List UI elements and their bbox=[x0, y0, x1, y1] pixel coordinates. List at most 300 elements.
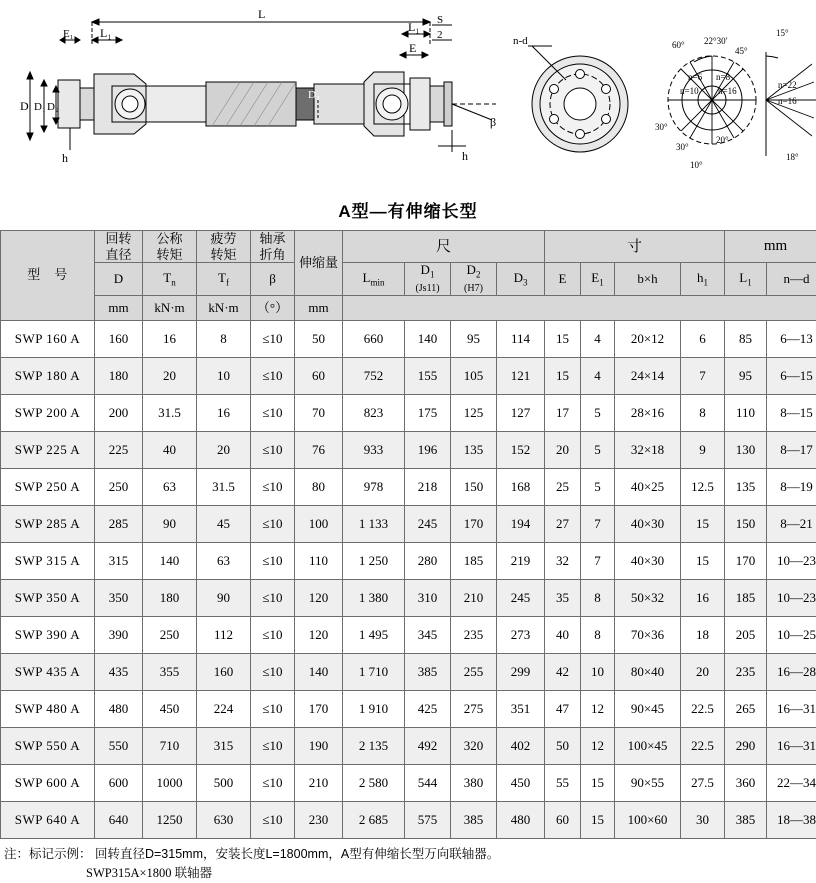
cell-D1: 140 bbox=[405, 321, 451, 358]
header-sym-D3: $D_3$ bbox=[497, 263, 545, 296]
drawing-svg bbox=[0, 0, 816, 195]
cell-D3: 351 bbox=[497, 691, 545, 728]
cell-model: SWP 480 A bbox=[1, 691, 95, 728]
cell-Lmin: 978 bbox=[343, 469, 405, 506]
header-group-cun: 寸 bbox=[545, 231, 725, 263]
cell-E: 25 bbox=[545, 469, 581, 506]
cell-E: 15 bbox=[545, 358, 581, 395]
cell-nd: 16—31 bbox=[767, 728, 816, 765]
cell-Tf: 16 bbox=[197, 395, 251, 432]
cell-model: SWP 225 A bbox=[1, 432, 95, 469]
cell-s: 110 bbox=[295, 543, 343, 580]
header-sym-E: E bbox=[545, 263, 581, 296]
header-model: 型 号 bbox=[1, 231, 95, 321]
cell-Tf: 45 bbox=[197, 506, 251, 543]
cell-L1: 130 bbox=[725, 432, 767, 469]
cell-model: SWP 250 A bbox=[1, 469, 95, 506]
cell-s: 210 bbox=[295, 765, 343, 802]
label-L: L bbox=[258, 7, 265, 21]
cell-D2: 125 bbox=[451, 395, 497, 432]
table-row bbox=[1, 617, 816, 654]
cell-Lmin: 1 250 bbox=[343, 543, 405, 580]
cell-bh: 100×60 bbox=[615, 802, 681, 839]
cell-D: 200 bbox=[95, 395, 143, 432]
label-E: E bbox=[409, 41, 416, 55]
header-sym-Tf: $T_f$ bbox=[197, 263, 251, 296]
cell-D3: 450 bbox=[497, 765, 545, 802]
cell-h1: 6 bbox=[681, 321, 725, 358]
cell-model: SWP 315 A bbox=[1, 543, 95, 580]
label-n10: n=10 bbox=[680, 86, 699, 96]
cell-L1: 265 bbox=[725, 691, 767, 728]
cell-D2: 275 bbox=[451, 691, 497, 728]
cell-bh: 80×40 bbox=[615, 654, 681, 691]
cell-E1: 5 bbox=[581, 395, 615, 432]
label-D2: D₂ bbox=[47, 101, 59, 113]
table-header bbox=[1, 231, 816, 321]
label-E1: E₁ bbox=[63, 28, 74, 40]
cell-E: 60 bbox=[545, 802, 581, 839]
cell-D1: 425 bbox=[405, 691, 451, 728]
cell-model: SWP 200 A bbox=[1, 395, 95, 432]
cell-h1: 12.5 bbox=[681, 469, 725, 506]
cell-D: 250 bbox=[95, 469, 143, 506]
cell-Lmin: 933 bbox=[343, 432, 405, 469]
cell-beta: ≤10 bbox=[251, 765, 295, 802]
cell-D: 285 bbox=[95, 506, 143, 543]
cell-D2: 210 bbox=[451, 580, 497, 617]
cell-E1: 12 bbox=[581, 691, 615, 728]
cell-Tf: 20 bbox=[197, 432, 251, 469]
cell-s: 140 bbox=[295, 654, 343, 691]
cell-E: 50 bbox=[545, 728, 581, 765]
label-n8: n=8 bbox=[716, 72, 731, 82]
cell-D1: 575 bbox=[405, 802, 451, 839]
cell-L1: 95 bbox=[725, 358, 767, 395]
cell-Tn: 40 bbox=[143, 432, 197, 469]
cell-s: 230 bbox=[295, 802, 343, 839]
cell-s: 120 bbox=[295, 617, 343, 654]
cell-E1: 5 bbox=[581, 432, 615, 469]
header-sym-D2: $D_2$ (H7) bbox=[451, 263, 497, 296]
cell-E1: 10 bbox=[581, 654, 615, 691]
cell-nd: 18—38 bbox=[767, 802, 816, 839]
cell-L1: 85 bbox=[725, 321, 767, 358]
cell-beta: ≤10 bbox=[251, 617, 295, 654]
cell-s: 50 bbox=[295, 321, 343, 358]
cell-D3: 114 bbox=[497, 321, 545, 358]
cell-D1: 245 bbox=[405, 506, 451, 543]
label-n16b: n=16 bbox=[778, 96, 797, 106]
cell-D1: 492 bbox=[405, 728, 451, 765]
header-sym-Lmin: $L_{min}$ bbox=[343, 263, 405, 296]
cell-D2: 385 bbox=[451, 802, 497, 839]
cell-Tn: 140 bbox=[143, 543, 197, 580]
cell-Tn: 31.5 bbox=[143, 395, 197, 432]
cell-beta: ≤10 bbox=[251, 506, 295, 543]
cell-Lmin: 1 710 bbox=[343, 654, 405, 691]
cell-D3: 127 bbox=[497, 395, 545, 432]
cell-D1: 385 bbox=[405, 654, 451, 691]
cell-D3: 402 bbox=[497, 728, 545, 765]
table-body bbox=[1, 321, 816, 839]
header-nominal-torque: 公称 转矩 bbox=[143, 231, 197, 263]
cell-beta: ≤10 bbox=[251, 691, 295, 728]
cell-Tn: 20 bbox=[143, 358, 197, 395]
header-unit-beta: （°） bbox=[251, 296, 295, 321]
cell-D3: 299 bbox=[497, 654, 545, 691]
cell-D: 640 bbox=[95, 802, 143, 839]
cell-D2: 320 bbox=[451, 728, 497, 765]
cell-D1: 544 bbox=[405, 765, 451, 802]
cell-E: 42 bbox=[545, 654, 581, 691]
cell-E: 40 bbox=[545, 617, 581, 654]
cell-L1: 150 bbox=[725, 506, 767, 543]
cell-s: 70 bbox=[295, 395, 343, 432]
cell-E1: 7 bbox=[581, 543, 615, 580]
label-D: D bbox=[20, 99, 29, 113]
cell-D3: 219 bbox=[497, 543, 545, 580]
cell-L1: 235 bbox=[725, 654, 767, 691]
cell-h1: 15 bbox=[681, 543, 725, 580]
cell-Tf: 630 bbox=[197, 802, 251, 839]
cell-L1: 170 bbox=[725, 543, 767, 580]
header-telescoping: 伸缩量 bbox=[295, 231, 343, 296]
cell-h1: 30 bbox=[681, 802, 725, 839]
cell-beta: ≤10 bbox=[251, 580, 295, 617]
label-a18: 18° bbox=[786, 152, 799, 162]
cell-beta: ≤10 bbox=[251, 469, 295, 506]
cell-D1: 155 bbox=[405, 358, 451, 395]
label-h-right: h bbox=[462, 149, 468, 163]
cell-Lmin: 1 380 bbox=[343, 580, 405, 617]
cell-E1: 5 bbox=[581, 469, 615, 506]
cell-Tn: 710 bbox=[143, 728, 197, 765]
label-n-d: n-d bbox=[513, 35, 528, 47]
header-sym-E1: $E_1$ bbox=[581, 263, 615, 296]
cell-Lmin: 1 910 bbox=[343, 691, 405, 728]
cell-D2: 170 bbox=[451, 506, 497, 543]
cell-Tn: 63 bbox=[143, 469, 197, 506]
label-L1-right: L₁ bbox=[408, 20, 420, 34]
label-S: S bbox=[437, 14, 443, 26]
table-row bbox=[1, 691, 816, 728]
cell-E1: 4 bbox=[581, 358, 615, 395]
cell-Tf: 224 bbox=[197, 691, 251, 728]
table-row bbox=[1, 321, 816, 358]
label-h-left: h bbox=[62, 151, 68, 165]
cell-nd: 16—31 bbox=[767, 691, 816, 728]
header-rotary-diameter: 回转 直径 bbox=[95, 231, 143, 263]
cell-model: SWP 640 A bbox=[1, 802, 95, 839]
header-group-mm: mm bbox=[725, 231, 816, 263]
cell-Tf: 8 bbox=[197, 321, 251, 358]
cell-Lmin: 2 685 bbox=[343, 802, 405, 839]
cell-model: SWP 350 A bbox=[1, 580, 95, 617]
cell-E: 32 bbox=[545, 543, 581, 580]
cell-h1: 16 bbox=[681, 580, 725, 617]
cell-bh: 50×32 bbox=[615, 580, 681, 617]
cell-model: SWP 435 A bbox=[1, 654, 95, 691]
header-unit-Tf: kN·m bbox=[197, 296, 251, 321]
cell-Lmin: 823 bbox=[343, 395, 405, 432]
cell-D: 225 bbox=[95, 432, 143, 469]
cell-nd: 8—21 bbox=[767, 506, 816, 543]
cell-model: SWP 390 A bbox=[1, 617, 95, 654]
label-a15: 15° bbox=[776, 28, 789, 38]
table-row bbox=[1, 543, 816, 580]
cell-beta: ≤10 bbox=[251, 654, 295, 691]
cell-bh: 40×25 bbox=[615, 469, 681, 506]
header-unit-s: mm bbox=[295, 296, 343, 321]
label-n6: n=6 bbox=[688, 72, 703, 82]
cell-Tf: 315 bbox=[197, 728, 251, 765]
cell-Tn: 90 bbox=[143, 506, 197, 543]
cell-D3: 480 bbox=[497, 802, 545, 839]
label-D3: D₃ bbox=[308, 89, 320, 101]
table-row bbox=[1, 654, 816, 691]
cell-bh: 100×45 bbox=[615, 728, 681, 765]
label-a22-30: 22°30′ bbox=[704, 36, 728, 46]
table-row bbox=[1, 802, 816, 839]
cell-Lmin: 1 495 bbox=[343, 617, 405, 654]
label-a20: 20° bbox=[716, 135, 729, 145]
cell-D: 480 bbox=[95, 691, 143, 728]
cell-bh: 20×12 bbox=[615, 321, 681, 358]
cell-nd: 10—23 bbox=[767, 543, 816, 580]
cell-E: 27 bbox=[545, 506, 581, 543]
cell-D2: 95 bbox=[451, 321, 497, 358]
header-sym-beta: β bbox=[251, 263, 295, 296]
cell-L1: 135 bbox=[725, 469, 767, 506]
cell-D1: 196 bbox=[405, 432, 451, 469]
cell-beta: ≤10 bbox=[251, 395, 295, 432]
cell-h1: 22.5 bbox=[681, 728, 725, 765]
header-sym-nd: n—d bbox=[767, 263, 816, 296]
cell-model: SWP 180 A bbox=[1, 358, 95, 395]
table-row bbox=[1, 506, 816, 543]
label-n22: n=22 bbox=[778, 80, 797, 90]
header-sym-bh: b×h bbox=[615, 263, 681, 296]
cell-L1: 185 bbox=[725, 580, 767, 617]
cell-bh: 40×30 bbox=[615, 506, 681, 543]
cell-D3: 152 bbox=[497, 432, 545, 469]
cell-Lmin: 752 bbox=[343, 358, 405, 395]
cell-nd: 6—15 bbox=[767, 358, 816, 395]
cell-Tf: 160 bbox=[197, 654, 251, 691]
cell-h1: 7 bbox=[681, 358, 725, 395]
cell-beta: ≤10 bbox=[251, 358, 295, 395]
cell-E: 47 bbox=[545, 691, 581, 728]
cell-D3: 245 bbox=[497, 580, 545, 617]
cell-L1: 110 bbox=[725, 395, 767, 432]
cell-E: 35 bbox=[545, 580, 581, 617]
cell-E1: 15 bbox=[581, 802, 615, 839]
label-n16: n=16 bbox=[718, 86, 737, 96]
cell-s: 120 bbox=[295, 580, 343, 617]
cell-h1: 18 bbox=[681, 617, 725, 654]
cell-D2: 235 bbox=[451, 617, 497, 654]
cell-E1: 12 bbox=[581, 728, 615, 765]
cell-Tn: 1250 bbox=[143, 802, 197, 839]
cell-bh: 28×16 bbox=[615, 395, 681, 432]
cell-E: 17 bbox=[545, 395, 581, 432]
cell-Tn: 250 bbox=[143, 617, 197, 654]
cell-L1: 205 bbox=[725, 617, 767, 654]
cell-bh: 70×36 bbox=[615, 617, 681, 654]
cell-Tf: 112 bbox=[197, 617, 251, 654]
header-sym-h1: $h_1$ bbox=[681, 263, 725, 296]
cell-beta: ≤10 bbox=[251, 543, 295, 580]
cell-D: 600 bbox=[95, 765, 143, 802]
cell-Lmin: 660 bbox=[343, 321, 405, 358]
technical-drawing bbox=[0, 0, 816, 195]
cell-h1: 20 bbox=[681, 654, 725, 691]
cell-beta: ≤10 bbox=[251, 321, 295, 358]
cell-L1: 290 bbox=[725, 728, 767, 765]
table-row bbox=[1, 765, 816, 802]
cell-model: SWP 550 A bbox=[1, 728, 95, 765]
spec-table bbox=[0, 230, 816, 839]
cell-Tn: 450 bbox=[143, 691, 197, 728]
cell-Tn: 1000 bbox=[143, 765, 197, 802]
cell-L1: 385 bbox=[725, 802, 767, 839]
cell-E: 15 bbox=[545, 321, 581, 358]
cell-model: SWP 285 A bbox=[1, 506, 95, 543]
cell-E: 55 bbox=[545, 765, 581, 802]
cell-D2: 185 bbox=[451, 543, 497, 580]
cell-nd: 8—15 bbox=[767, 395, 816, 432]
cell-bh: 24×14 bbox=[615, 358, 681, 395]
note-line-1: 注：标记示例： 回转直径D=315mm，安装长度L=1800mm，A型有伸缩长型万向联轴器。 bbox=[0, 845, 816, 864]
table-row bbox=[1, 358, 816, 395]
cell-E1: 8 bbox=[581, 580, 615, 617]
cell-h1: 8 bbox=[681, 395, 725, 432]
cell-h1: 9 bbox=[681, 432, 725, 469]
label-L1-left: L₁ bbox=[100, 26, 112, 40]
cell-Tn: 180 bbox=[143, 580, 197, 617]
cell-Tn: 16 bbox=[143, 321, 197, 358]
cell-Lmin: 2 135 bbox=[343, 728, 405, 765]
cell-bh: 90×45 bbox=[615, 691, 681, 728]
cell-nd: 10—25 bbox=[767, 617, 816, 654]
cell-Tn: 355 bbox=[143, 654, 197, 691]
note-line-2: SWP315A×1800 联轴器 bbox=[0, 864, 816, 883]
cell-D3: 121 bbox=[497, 358, 545, 395]
header-sym-D1: $D_1$ (Js11) bbox=[405, 263, 451, 296]
table-row bbox=[1, 580, 816, 617]
cell-Tf: 31.5 bbox=[197, 469, 251, 506]
cell-nd: 6—13 bbox=[767, 321, 816, 358]
cell-D1: 175 bbox=[405, 395, 451, 432]
label-S2: 2 bbox=[437, 29, 443, 41]
cell-D: 180 bbox=[95, 358, 143, 395]
cell-D2: 380 bbox=[451, 765, 497, 802]
cell-D1: 345 bbox=[405, 617, 451, 654]
cell-D: 390 bbox=[95, 617, 143, 654]
header-unit-D: mm bbox=[95, 296, 143, 321]
cell-Tf: 90 bbox=[197, 580, 251, 617]
cell-D: 350 bbox=[95, 580, 143, 617]
cell-E1: 15 bbox=[581, 765, 615, 802]
cell-nd: 8—17 bbox=[767, 432, 816, 469]
cell-D2: 135 bbox=[451, 432, 497, 469]
cell-s: 190 bbox=[295, 728, 343, 765]
cell-E1: 7 bbox=[581, 506, 615, 543]
header-sym-L1: $L_1$ bbox=[725, 263, 767, 296]
figure-title: A型—有伸缩长型 bbox=[0, 197, 816, 222]
cell-E: 20 bbox=[545, 432, 581, 469]
cell-D2: 150 bbox=[451, 469, 497, 506]
label-a60: 60° bbox=[672, 40, 685, 50]
header-unit-Tn: kN·m bbox=[143, 296, 197, 321]
cell-Lmin: 1 133 bbox=[343, 506, 405, 543]
cell-nd: 8—19 bbox=[767, 469, 816, 506]
cell-h1: 22.5 bbox=[681, 691, 725, 728]
header-fatigue-torque: 疲劳 转矩 bbox=[197, 231, 251, 263]
cell-s: 100 bbox=[295, 506, 343, 543]
cell-D2: 105 bbox=[451, 358, 497, 395]
cell-L1: 360 bbox=[725, 765, 767, 802]
label-beta: β bbox=[490, 115, 496, 129]
cell-Lmin: 2 580 bbox=[343, 765, 405, 802]
cell-D1: 280 bbox=[405, 543, 451, 580]
cell-s: 80 bbox=[295, 469, 343, 506]
cell-bh: 40×30 bbox=[615, 543, 681, 580]
cell-E1: 4 bbox=[581, 321, 615, 358]
cell-Tf: 10 bbox=[197, 358, 251, 395]
cell-s: 60 bbox=[295, 358, 343, 395]
header-sym-Tn: $T_n$ bbox=[143, 263, 197, 296]
cell-nd: 22—34 bbox=[767, 765, 816, 802]
cell-D1: 218 bbox=[405, 469, 451, 506]
cell-D: 160 bbox=[95, 321, 143, 358]
cell-s: 170 bbox=[295, 691, 343, 728]
cell-beta: ≤10 bbox=[251, 432, 295, 469]
label-a30a: 30° bbox=[655, 122, 668, 132]
cell-s: 76 bbox=[295, 432, 343, 469]
cell-nd: 10—23 bbox=[767, 580, 816, 617]
header-bearing-angle: 轴承 折角 bbox=[251, 231, 295, 263]
cell-Tf: 63 bbox=[197, 543, 251, 580]
cell-bh: 32×18 bbox=[615, 432, 681, 469]
header-unit-spacer bbox=[343, 296, 816, 321]
cell-beta: ≤10 bbox=[251, 802, 295, 839]
cell-D1: 310 bbox=[405, 580, 451, 617]
header-sym-D: D bbox=[95, 263, 143, 296]
cell-Tf: 500 bbox=[197, 765, 251, 802]
cell-D3: 194 bbox=[497, 506, 545, 543]
cell-D: 435 bbox=[95, 654, 143, 691]
label-a10: 10° bbox=[690, 160, 703, 170]
cell-D: 550 bbox=[95, 728, 143, 765]
cell-nd: 16—28 bbox=[767, 654, 816, 691]
cell-D3: 168 bbox=[497, 469, 545, 506]
cell-h1: 27.5 bbox=[681, 765, 725, 802]
cell-model: SWP 600 A bbox=[1, 765, 95, 802]
cell-D2: 255 bbox=[451, 654, 497, 691]
label-a30b: 30° bbox=[676, 142, 689, 152]
table-row bbox=[1, 395, 816, 432]
cell-E1: 8 bbox=[581, 617, 615, 654]
cell-D: 315 bbox=[95, 543, 143, 580]
cell-model: SWP 160 A bbox=[1, 321, 95, 358]
cell-beta: ≤10 bbox=[251, 728, 295, 765]
header-group-chi: 尺 bbox=[343, 231, 545, 263]
label-a45: 45° bbox=[735, 46, 748, 56]
cell-h1: 15 bbox=[681, 506, 725, 543]
table-row bbox=[1, 432, 816, 469]
